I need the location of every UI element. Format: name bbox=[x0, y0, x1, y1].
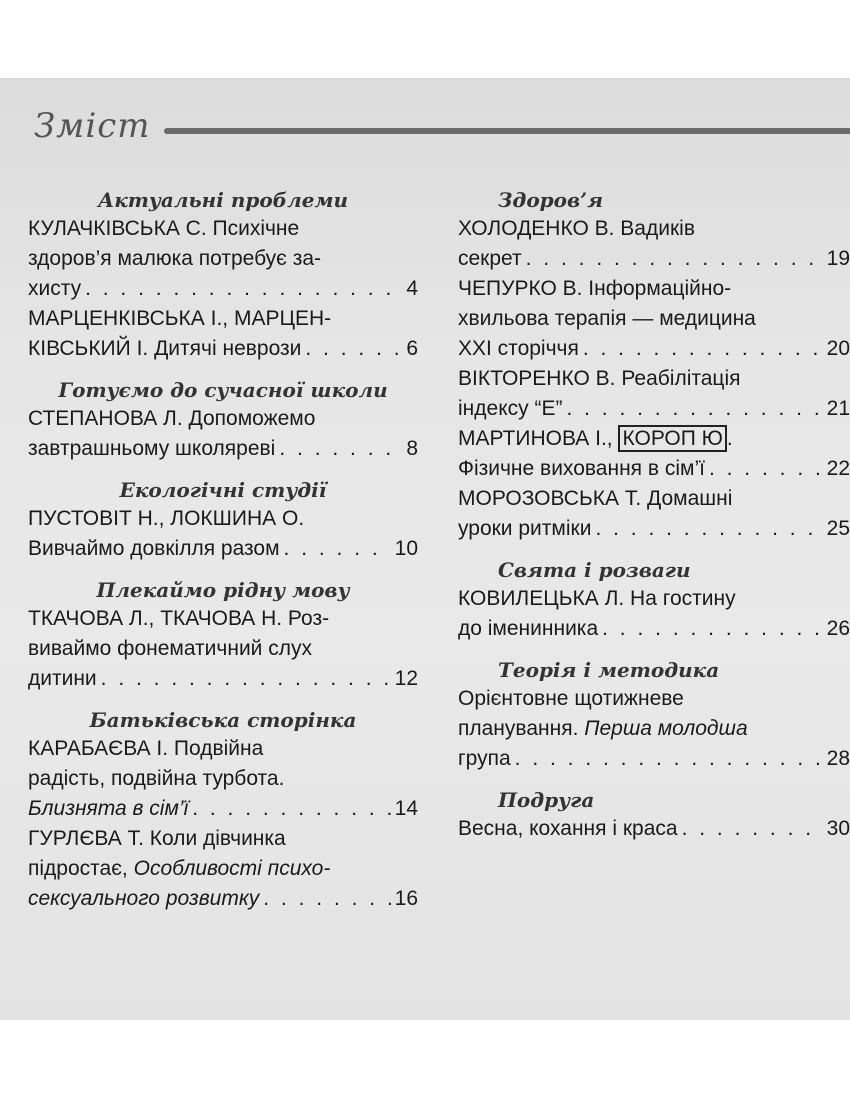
entry-last-line bbox=[458, 514, 850, 544]
dot-leader bbox=[709, 454, 823, 484]
entry-last-line bbox=[458, 244, 850, 274]
toc-section bbox=[458, 188, 850, 544]
dot-leader bbox=[682, 814, 823, 844]
page-number: 28 bbox=[826, 747, 850, 770]
boxed-author: КОРОП Ю bbox=[618, 425, 726, 452]
entry-last-line bbox=[458, 744, 850, 774]
page-number: 12 bbox=[394, 667, 418, 690]
entry-text: XXI сторіччя bbox=[458, 337, 579, 360]
entry-subtitle: Особливості психо- bbox=[133, 857, 331, 880]
entry-last-line bbox=[458, 614, 850, 644]
dot-leader bbox=[515, 744, 823, 774]
entry-line: Орієнтовне щотижневе bbox=[458, 687, 684, 710]
toc-entry bbox=[28, 604, 418, 694]
toc-entry bbox=[458, 274, 850, 364]
section-title: Батьківська сторінка bbox=[89, 708, 357, 732]
entry-text: уроки ритміки bbox=[458, 517, 592, 540]
entry-last-line bbox=[458, 334, 850, 364]
dot-leader bbox=[526, 244, 823, 274]
toc-left-column bbox=[28, 188, 418, 928]
entry-text: секрет bbox=[458, 247, 522, 270]
dot-leader bbox=[602, 614, 823, 644]
entry-line bbox=[458, 424, 850, 454]
toc-entry bbox=[458, 814, 850, 844]
toc-section bbox=[458, 658, 850, 774]
page-number: 21 bbox=[826, 397, 850, 420]
toc-entry bbox=[458, 584, 850, 644]
entry-text: індексу “Е” bbox=[458, 397, 563, 420]
toc-section bbox=[28, 478, 418, 564]
toc-right-column bbox=[458, 188, 850, 858]
entry-line: ХОЛОДЕНКО В. Вадиків bbox=[458, 217, 695, 240]
page-number: 25 bbox=[826, 517, 850, 540]
entry-line: СТЕПАНОВА Л. Допоможемо bbox=[28, 407, 316, 430]
entry-line: хвильова терапія — медицина bbox=[458, 307, 756, 330]
toc-entry bbox=[458, 484, 850, 544]
entry-text: . bbox=[726, 427, 733, 450]
toc-section bbox=[28, 708, 418, 914]
entry-last-line bbox=[28, 664, 418, 694]
page-number: 26 bbox=[826, 617, 850, 640]
entry-last-line bbox=[458, 394, 850, 424]
toc-section bbox=[458, 788, 850, 844]
entry-text: дитини bbox=[28, 667, 97, 690]
section-title: Здоров’я bbox=[498, 188, 604, 212]
entry-last-line bbox=[28, 884, 418, 914]
page-number: 22 bbox=[826, 457, 850, 480]
toc-entry bbox=[458, 214, 850, 274]
entry-last-line bbox=[458, 814, 850, 844]
dot-leader bbox=[279, 434, 402, 464]
toc-entry bbox=[458, 684, 850, 774]
section-title: Екологічні студії bbox=[119, 478, 327, 502]
dot-leader bbox=[192, 794, 390, 824]
page-number: 20 bbox=[826, 337, 850, 360]
dot-leader bbox=[595, 514, 822, 544]
section-title: Готуємо до сучасної школи bbox=[58, 378, 388, 402]
entry-subtitle: сексуального розвитку bbox=[28, 887, 260, 910]
section-title: Свята і розваги bbox=[498, 558, 691, 582]
section-title: Актуальні проблеми bbox=[97, 188, 349, 212]
entry-line: ГУРЛЄВА Т. Коли дівчинка bbox=[28, 827, 286, 850]
entry-subtitle: Близнята в сім’ї bbox=[28, 797, 189, 820]
entry-last-line bbox=[28, 434, 418, 464]
dot-leader bbox=[566, 394, 822, 424]
dot-leader bbox=[305, 334, 402, 364]
section-title: Плекаймо рідну мову bbox=[96, 578, 350, 602]
page-number: 8 bbox=[406, 437, 418, 460]
toc-entry bbox=[28, 304, 418, 364]
entry-text: група bbox=[458, 747, 511, 770]
toc-section bbox=[28, 188, 418, 364]
entry-line: КОВИЛЕЦЬКА Л. На гостину bbox=[458, 587, 736, 610]
entry-line: радість, подвійна турбота. bbox=[28, 767, 285, 790]
entry-text: завтрашньому школяреві bbox=[28, 437, 276, 460]
entry-line bbox=[28, 854, 418, 884]
dot-leader bbox=[101, 664, 391, 694]
entry-text: планування. bbox=[458, 717, 585, 740]
entry-text: Вивчаймо довкілля разом bbox=[28, 537, 280, 560]
dot-leader bbox=[583, 334, 823, 364]
entry-line: здоров’я малюка потребує за- bbox=[28, 247, 322, 270]
toc-title: Зміст bbox=[34, 106, 151, 146]
entry-text: МАРТИНОВА І., bbox=[458, 427, 619, 450]
toc-entry bbox=[28, 504, 418, 564]
entry-last-line bbox=[458, 454, 850, 484]
toc-section bbox=[28, 578, 418, 694]
toc-entry bbox=[28, 734, 418, 824]
page-number: 6 bbox=[406, 337, 418, 360]
dot-leader bbox=[263, 884, 390, 914]
page-number: 30 bbox=[826, 817, 850, 840]
entry-text: КІВСЬКИЙ І. Дитячі неврози bbox=[28, 337, 302, 360]
entry-subtitle: Перша молодша bbox=[584, 717, 748, 740]
toc-entry bbox=[28, 824, 418, 914]
entry-text: до іменинника bbox=[458, 617, 599, 640]
entry-text: Фізичне виховання в сім’ї bbox=[458, 457, 705, 480]
entry-last-line bbox=[28, 794, 418, 824]
entry-last-line bbox=[28, 274, 418, 304]
entry-line: КАРАБАЄВА І. Подвійна bbox=[28, 737, 264, 760]
entry-line: МАРЦЕНКІВСЬКА І., МАРЦЕН- bbox=[28, 307, 332, 330]
dot-leader bbox=[284, 534, 391, 564]
page-number: 19 bbox=[826, 247, 850, 270]
toc-header bbox=[34, 106, 850, 156]
entry-line: ТКАЧОВА Л., ТКАЧОВА Н. Роз- bbox=[28, 607, 330, 630]
entry-line: ЧЕПУРКО В. Інформаційно- bbox=[458, 277, 732, 300]
entry-last-line bbox=[28, 534, 418, 564]
entry-line: МОРОЗОВСЬКА Т. Домашні bbox=[458, 487, 733, 510]
entry-text: Весна, кохання і краса bbox=[458, 817, 678, 840]
entry-text: підростає, bbox=[28, 857, 134, 880]
toc-section bbox=[28, 378, 418, 464]
entry-line bbox=[458, 714, 850, 744]
toc-entry bbox=[458, 364, 850, 424]
toc-entry bbox=[28, 214, 418, 304]
page-number: 14 bbox=[394, 797, 418, 820]
toc-section bbox=[458, 558, 850, 644]
entry-line: КУЛАЧКІВСЬКА С. Психічне bbox=[28, 217, 300, 240]
entry-line: ПУСТОВІТ Н., ЛОКШИНА О. bbox=[28, 507, 305, 530]
header-rule bbox=[164, 128, 850, 134]
page-number: 10 bbox=[394, 537, 418, 560]
entry-last-line bbox=[28, 334, 418, 364]
toc-entry bbox=[458, 424, 850, 484]
toc-entry bbox=[28, 404, 418, 464]
page-number: 16 bbox=[394, 887, 418, 910]
section-title: Теорія і методика bbox=[498, 658, 720, 682]
entry-line: ВІКТОРЕНКО В. Реабілітація bbox=[458, 367, 741, 390]
entry-line: виваймо фонематичний слух bbox=[28, 637, 312, 660]
dot-leader bbox=[85, 274, 402, 304]
page-number: 4 bbox=[406, 277, 418, 300]
section-title: Подруга bbox=[498, 788, 595, 812]
entry-text: хисту bbox=[28, 277, 82, 300]
